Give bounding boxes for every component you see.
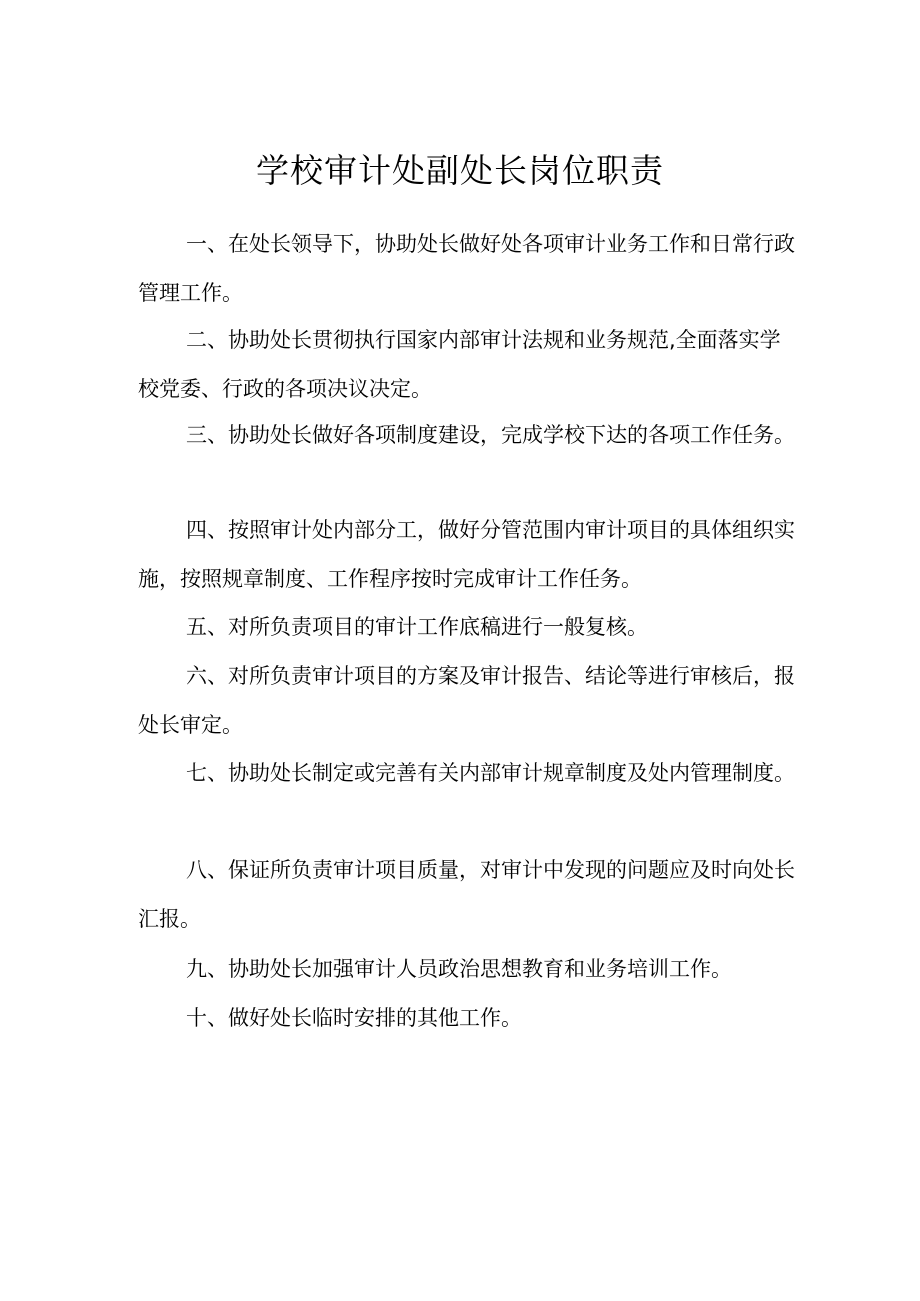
duty-item-2: 二、协助处长贯彻执行国家内部审计法规和业务规范,全面落实学校党委、行政的各项决议决定。 [138, 328, 781, 401]
duty-item-5: 五、对所负责项目的审计工作底稿进行一般复核。 [186, 615, 648, 639]
duty-item-7: 七、协助处长制定或完善有关内部审计规章制度及处内管理制度。 [186, 761, 795, 785]
duty-item-6: 六、对所负责审计项目的方案及审计报告、结论等进行审核后，报处长审定。 [138, 664, 795, 737]
duty-item-3: 三、协助处长做好各项制度建设，完成学校下达的各项工作任务。 [186, 423, 795, 447]
duty-item-8: 八、保证所负责审计项目质量，对审计中发现的问题应及时向处长汇报。 [138, 858, 795, 931]
duty-item-4: 四、按照审计处内部分工，做好分管范围内审计项目的具体组织实施，按照规章制度、工作程序按时完成审计工作任务。 [138, 518, 795, 591]
duty-item-9: 九、协助处长加强审计人员政治思想教育和业务培训工作。 [186, 957, 732, 981]
duty-item-1: 一、在处长领导下，协助处长做好处各项审计业务工作和日常行政管理工作。 [138, 232, 795, 305]
duty-item-10: 十、做好处长临时安排的其他工作。 [186, 1006, 522, 1030]
document-title: 学校审计处副处长岗位职责 [256, 151, 664, 190]
